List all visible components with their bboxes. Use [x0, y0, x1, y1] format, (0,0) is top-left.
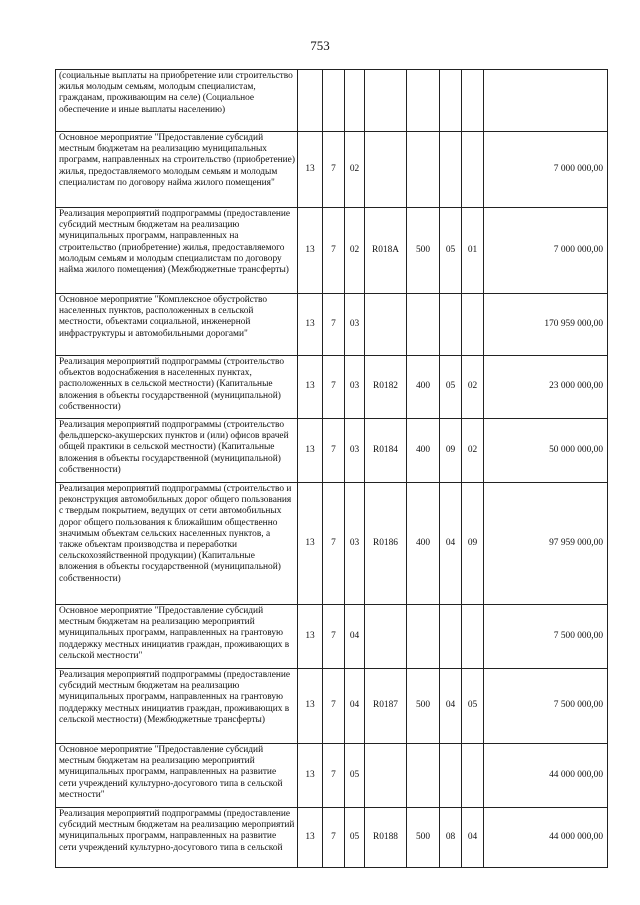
expense-type-code: 400: [407, 356, 440, 419]
budget-table: [55, 69, 608, 868]
section-code: 04: [440, 669, 462, 744]
subsection-code: 02: [462, 356, 484, 419]
direction-code: R0188: [365, 808, 407, 868]
direction-code: [365, 132, 407, 208]
main-event-code: 03: [345, 356, 365, 419]
section-code: [440, 744, 462, 808]
section-code: [440, 294, 462, 356]
main-event-code: 04: [345, 605, 365, 669]
direction-code: [365, 605, 407, 669]
program-code: [298, 70, 323, 132]
subprogram-code: 7: [323, 294, 345, 356]
section-code: 04: [440, 483, 462, 605]
subprogram-code: 7: [323, 744, 345, 808]
table-row: [56, 70, 608, 132]
section-code: 05: [440, 356, 462, 419]
direction-code: [365, 744, 407, 808]
subsection-code: [462, 294, 484, 356]
main-event-code: 03: [345, 483, 365, 605]
row-description: Основное мероприятие "Комплексное обустройство населенных пунктов, расположенных в сельской местности, объектами социальной, инженерной инфраструктуры и автомобильными дорогами": [56, 294, 298, 356]
main-event-code: 05: [345, 808, 365, 868]
row-description: Реализация мероприятий подпрограммы (строительство и реконструкция автомобильных дорог общего пользования с твердым покрытием, ведущих от сети автомобильных дорог общего пользования к ближайшим общественно значимым объектам сельских населенных пунктов, а также объектам производства и переработки сельскохозяйственной продукции) (Капитальные вложения в объекты государственной (муниципальной) собственности): [56, 483, 298, 605]
subsection-code: 09: [462, 483, 484, 605]
row-amount: 44 000 000,00: [484, 808, 608, 868]
row-amount: 7 000 000,00: [484, 132, 608, 208]
subprogram-code: 7: [323, 669, 345, 744]
row-description: Реализация мероприятий подпрограммы (строительство фельдшерско-акушерских пунктов и (или) офисов врачей общей практики в сельской местности) (Капитальные вложения в объекты государственной (муниципальной) собственности): [56, 419, 298, 483]
program-code: 13: [298, 744, 323, 808]
row-description: Основное мероприятие "Предоставление субсидий местным бюджетам на реализацию мероприятий муниципальных программ, направленных на развитие сети учреждений культурно-досугового типа в сельской местности": [56, 744, 298, 808]
row-amount: 7 500 000,00: [484, 605, 608, 669]
main-event-code: [345, 70, 365, 132]
direction-code: R0184: [365, 419, 407, 483]
row-description: Реализация мероприятий подпрограммы (предоставление субсидий местным бюджетам на реализацию муниципальных программ, направленных на грантовую поддержку местных инициатив граждан, проживающих в сельской местности) (Межбюджетные трансферты): [56, 669, 298, 744]
row-amount: 44 000 000,00: [484, 744, 608, 808]
subsection-code: 05: [462, 669, 484, 744]
expense-type-code: [407, 132, 440, 208]
expense-type-code: 500: [407, 669, 440, 744]
subsection-code: [462, 605, 484, 669]
row-description: Основное мероприятие "Предоставление субсидий местным бюджетам на реализацию муниципальных программ, направленных на строительство (приобретение) жилья, предоставляемого молодым семьям и молодым специалистам по договору найма жилого помещения": [56, 132, 298, 208]
row-description: Реализация мероприятий подпрограммы (строительство объектов водоснабжения в населенных пунктах, расположенных в сельской местности) (Капитальные вложения в объекты государственной (муниципальной) собственности): [56, 356, 298, 419]
main-event-code: 02: [345, 208, 365, 294]
main-event-code: 03: [345, 294, 365, 356]
section-code: [440, 132, 462, 208]
subprogram-code: 7: [323, 483, 345, 605]
subprogram-code: 7: [323, 132, 345, 208]
row-amount: 23 000 000,00: [484, 356, 608, 419]
program-code: 13: [298, 419, 323, 483]
table-row: [56, 356, 608, 419]
row-amount: 170 959 000,00: [484, 294, 608, 356]
table-row: [56, 483, 608, 605]
table-row: [56, 669, 608, 744]
table-body: [56, 70, 608, 868]
row-description: Основное мероприятие "Предоставление субсидий местным бюджетам на реализацию мероприятий муниципальных программ, направленных на грантовую поддержку местных инициатив граждан, проживающих в сельской местности": [56, 605, 298, 669]
subsection-code: [462, 70, 484, 132]
subprogram-code: 7: [323, 808, 345, 868]
subprogram-code: [323, 70, 345, 132]
main-event-code: 05: [345, 744, 365, 808]
expense-type-code: [407, 744, 440, 808]
page-number: 753: [310, 38, 330, 53]
row-amount: 7 500 000,00: [484, 669, 608, 744]
row-amount: 50 000 000,00: [484, 419, 608, 483]
table-row: [56, 419, 608, 483]
direction-code: R0187: [365, 669, 407, 744]
row-description: Реализация мероприятий подпрограммы (предоставление субсидий местным бюджетам на реализацию муниципальных программ, направленных на строительство (приобретение) жилья, предоставляемого молодым семьям и молодым специалистам по договору найма жилого помещения) (Межбюджетные трансферты): [56, 208, 298, 294]
subsection-code: 04: [462, 808, 484, 868]
row-description: Реализация мероприятий подпрограммы (предоставление субсидий местным бюджетам на реализацию мероприятий муниципальных программ, направленных на развитие сети учреждений культурно-досугового типа в сельской: [56, 808, 298, 868]
table-row: [56, 808, 608, 868]
row-description: (социальные выплаты на приобретение или строительство жилья молодым семьям, молодым специалистам, гражданам, проживающим на селе) (Социальное обеспечение и иные выплаты населению): [56, 70, 298, 132]
program-code: 13: [298, 669, 323, 744]
table-row: [56, 605, 608, 669]
program-code: 13: [298, 356, 323, 419]
direction-code: R018A: [365, 208, 407, 294]
section-code: 05: [440, 208, 462, 294]
expense-type-code: [407, 605, 440, 669]
program-code: 13: [298, 808, 323, 868]
row-amount: 7 000 000,00: [484, 208, 608, 294]
expense-type-code: [407, 294, 440, 356]
subsection-code: [462, 132, 484, 208]
subsection-code: 02: [462, 419, 484, 483]
table-row: [56, 208, 608, 294]
program-code: 13: [298, 132, 323, 208]
expense-type-code: 500: [407, 208, 440, 294]
direction-code: [365, 70, 407, 132]
table-row: [56, 132, 608, 208]
subprogram-code: 7: [323, 356, 345, 419]
program-code: 13: [298, 208, 323, 294]
expense-type-code: 400: [407, 419, 440, 483]
direction-code: R0182: [365, 356, 407, 419]
main-event-code: 02: [345, 132, 365, 208]
row-amount: 97 959 000,00: [484, 483, 608, 605]
subsection-code: 01: [462, 208, 484, 294]
direction-code: [365, 294, 407, 356]
program-code: 13: [298, 483, 323, 605]
direction-code: R0186: [365, 483, 407, 605]
subprogram-code: 7: [323, 208, 345, 294]
program-code: 13: [298, 294, 323, 356]
section-code: [440, 70, 462, 132]
subprogram-code: 7: [323, 605, 345, 669]
table-row: [56, 294, 608, 356]
main-event-code: 03: [345, 419, 365, 483]
expense-type-code: [407, 70, 440, 132]
row-amount: [484, 70, 608, 132]
section-code: [440, 605, 462, 669]
main-event-code: 04: [345, 669, 365, 744]
program-code: 13: [298, 605, 323, 669]
subprogram-code: 7: [323, 419, 345, 483]
expense-type-code: 400: [407, 483, 440, 605]
subsection-code: [462, 744, 484, 808]
expense-type-code: 500: [407, 808, 440, 868]
section-code: 09: [440, 419, 462, 483]
section-code: 08: [440, 808, 462, 868]
table-row: [56, 744, 608, 808]
